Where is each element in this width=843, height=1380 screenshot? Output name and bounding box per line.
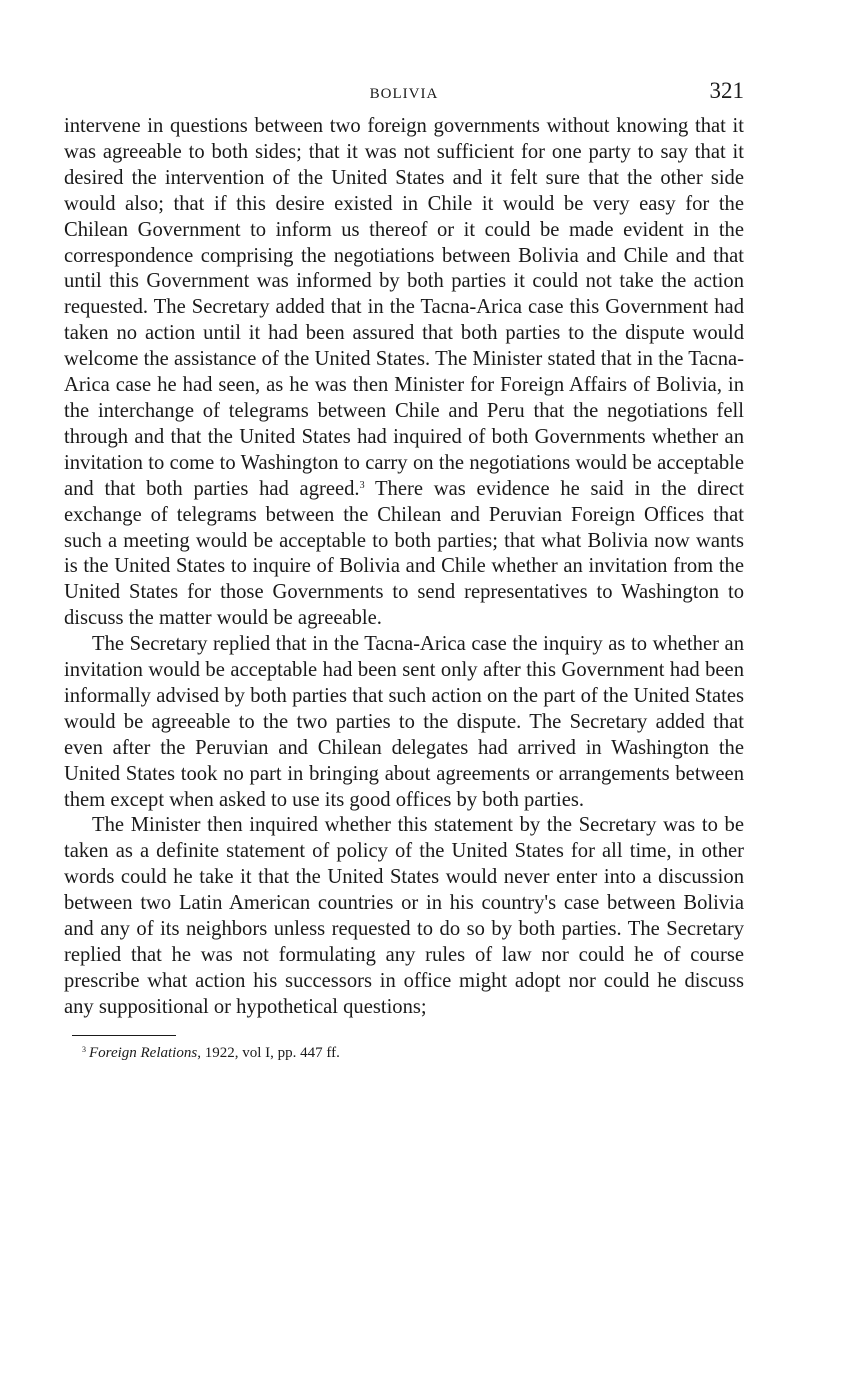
running-title: BOLIVIA: [369, 86, 439, 102]
footnote-citation: , 1922, vol I, pp. 447 ff.: [197, 1044, 340, 1061]
paragraph-1: [64, 114, 744, 632]
paragraph-1-continuation: There was evidence he said in the direct exchange of telegrams between the Chilean and Peruvian Foreign Offices that such a meeting would be acceptable to both parties; that what Bolivia now wants is the United States to inquire of Bolivia and Chile whether an invitation from the United States for those Governments to send representatives to Washington to discuss the matter would be agreeable.: [64, 477, 744, 630]
page-number: 321: [709, 78, 744, 103]
document-page: [64, 78, 744, 1063]
running-head: [64, 78, 744, 114]
paragraph-3: The Minister then inquired whether this statement by the Secretary was to be taken as a definite statement of policy of the United States for all time, in other words could he take it that the United States would never enter into a discussion between two Latin American countries or in his country's case between Bolivia and any of its neighbors unless requested to do so by both parties. The Secretary replied that he was not formulating any rules of law nor could he of course prescribe what action his successors in office might adopt nor could he discuss any suppositional or hypothetical questions;: [64, 814, 744, 1018]
paragraph-2: The Secretary replied that in the Tacna-Arica case the inquiry as to whether an invitation would be acceptable had been sent only after this Government had been informally advised by both parties that such action on the part of the United States would be agreeable to the two parties to the dispute. The Secretary added that even after the Peruvian and Chilean delegates had arrived in Washington the United States took no part in bringing about agreements or arrangements between them except when asked to use its good offices by both parties.: [64, 633, 744, 811]
footnote-title: Foreign Relations: [89, 1044, 198, 1061]
paragraph-1-text: intervene in questions between two foreign governments without knowing that it was agreeable to both sides; that it was not sufficient for one party to say that it desired the intervention of the United States and it felt sure that the other side would also; that if this desire existed in Chile it would be very easy for the Chilean Government to inform us thereof or it could be made evident in the correspondence comprising the negotiations between Bolivia and Chile and that until this Government was informed by both parties it could not take the action requested. The Secretary added that in the Tacna-Arica case this Government had taken no action until it had been assured that both parties to the dispute would welcome the assistance of the United States. The Minister stated that in the Tacna-Arica case he had seen, as he was then Minister for Foreign Affairs of Bolivia, in the interchange of telegrams between Chile and Peru that the negotiations fell through and that the United States had inquired of both Governments whether an invitation to come to Washington to carry on the negotiations would be acceptable and that both parties had agreed.: [64, 115, 744, 500]
body-text: [64, 114, 744, 1021]
footnote-divider: [72, 1035, 176, 1036]
footnote-marker: 3: [82, 1044, 86, 1054]
footnote: [64, 1043, 744, 1063]
footnote-reference: 3: [359, 479, 365, 491]
